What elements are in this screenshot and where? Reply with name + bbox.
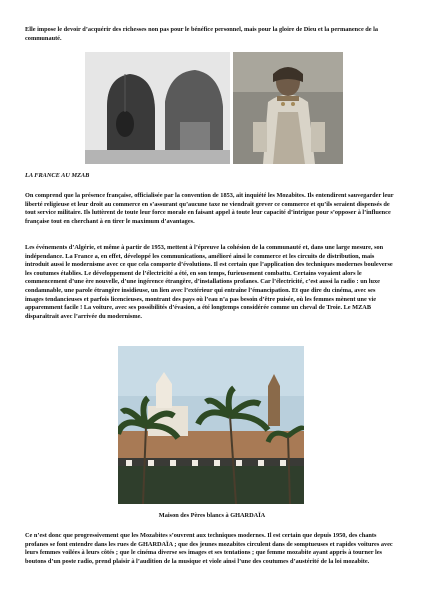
photo-caption: Maison des Pères blancs à GHARDAÏA — [158, 512, 266, 519]
paragraph-2: Les événements d’Algérie, et même à partir de 1953, mettent à l’épreuve la cohésion de la communauté et, dans une large mesure, son indépendance. La France a, en effet, développé les communications, amélioré ainsi le commerce et les circuits de distribution, mais introduit aussi le modernisme avec ce que cela comporte d’évolutions. Il est certain que l’application des techniques modernes bouleverse les coutumes établies. Le développement de l’électricité a été, en son temps, furieusement combattu. Certains voyaient alors le commencement d’une ère nouvelle, d’une ingérence étrangère, d’installations profanes. Car l’électricité, c’est aussi la radio : un luxe condamnable, une parole étrangère insidieuse, un lien avec l’extérieur qui entraîne l’émancipation. Et que dire du cinéma, avec ses images tendancieuses et parfois licencieuses, montrant des pays où l’eau n’a pas besoin d’être puisée, où les femmes mènent une vie apparemment facile ! La voiture, avec ses possibilités d’évasion, a été longtemps considérée comme un cheval de Troie. Le MZAB disparaîtrait avec l’arrivée du modernisme. — [25, 244, 393, 320]
interior-arches-image — [85, 52, 230, 164]
interior-arches-photo — [85, 52, 230, 164]
paragraph-1: On comprend que la présence française, officialisée par la convention de 1853, ait inquiété les Mozabites. Ils entendirent sauvegarder leur liberté religieuse et leur droit au commerce en s’assurant qu’aucune taxe ne viendrait grever ce commerce et qu’ils seraient dispensés de tout service militaire. Ils luttèrent de toute leur force morale en faisant appel à toute leur capacité d’intrigue pour s’opposer à l’influence française tout en cherchant à en tirer le maximum d’avantages. — [25, 192, 394, 225]
house-palms-image — [118, 346, 304, 504]
woman-portrait-image — [233, 52, 343, 164]
house-palms-photo — [118, 346, 304, 504]
intro-paragraph: Elle impose le devoir d’acquérir des richesses non pas pour le bénéfice personnel, mais pour la gloire de Dieu et la permanence de la communauté. — [25, 26, 379, 42]
paragraph-3: Ce n’est donc que progressivement que les Mozabites s’ouvrent aux techniques modernes. Il est certain que depuis 1950, des chants profanes se font entendre dans les rues de GHARDAÏA ; que des jeunes mozabites circulent dans de somptueuses et rapides voitures avec leurs femmes voilées à leurs côtés ; que le cinéma diverse ses images et ses tentations ; que femme mozabite ayant appris à tourner les boutons d’un poste radio, prend plaisir à l’audition de la musique et viole ainsi l’une des coutumes d’austérité de la loi mozabite. — [25, 532, 393, 565]
woman-portrait-photo — [233, 52, 343, 164]
section-heading: LA FRANCE AU MZAB — [25, 172, 90, 179]
